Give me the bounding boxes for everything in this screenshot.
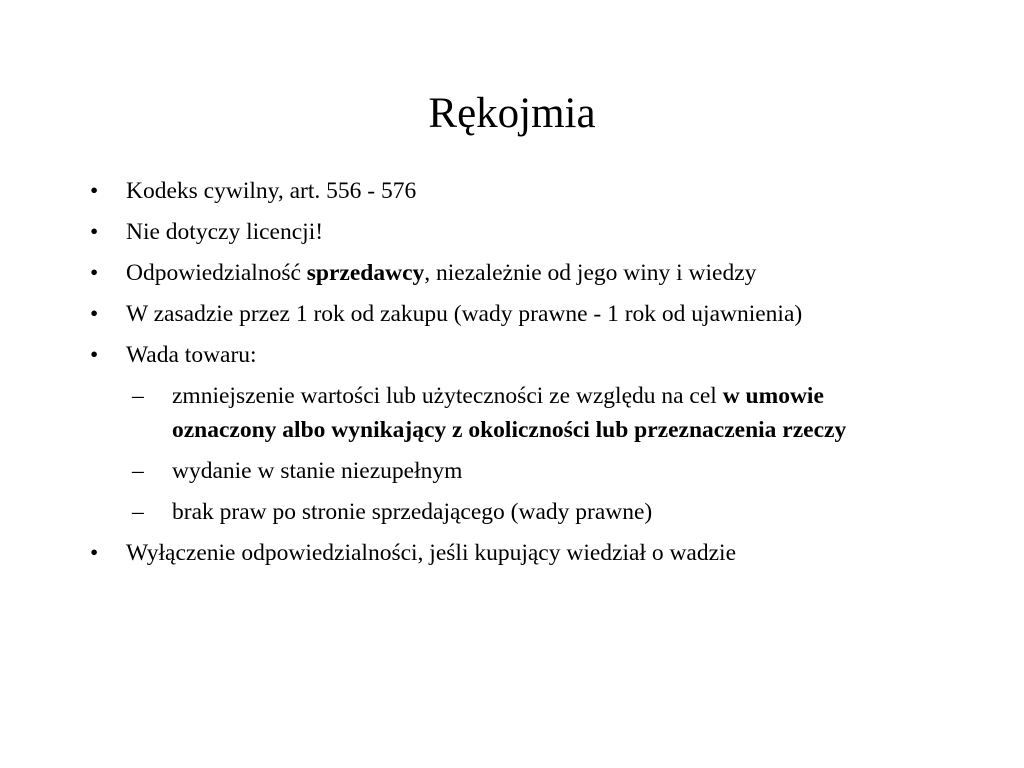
bullet-icon: • (90, 540, 99, 566)
list-item-text: Wada towaru: (126, 342, 257, 368)
bullet-list (90, 174, 910, 577)
list-item-text: Kodeks cywilny, art. 556 - 576 (126, 178, 417, 204)
list-item-text: Nie dotyczy licencji! (126, 219, 324, 245)
list-item (90, 338, 910, 529)
bullet-icon: • (90, 342, 99, 368)
list-item-text: Wyłączenie odpowiedzialności, jeśli kupujący wiedział o wadzie (126, 540, 737, 566)
list-item (90, 256, 910, 290)
list-item-text: , niezależnie od jego winy i wiedzy (424, 260, 757, 286)
list-item (90, 536, 910, 570)
sub-list-item-text: zmniejszenie wartości lub użyteczności ze względu na cel (172, 383, 723, 409)
bullet-icon: • (90, 178, 99, 204)
bullet-icon: • (90, 260, 99, 286)
bullet-icon: • (90, 301, 99, 327)
list-item-text: W zasadzie przez 1 rok od zakupu (wady prawne - 1 rok od ujawnienia) (126, 301, 803, 327)
sub-list-item (126, 495, 910, 529)
sub-list-item (126, 379, 910, 447)
list-item (90, 174, 910, 208)
dash-icon: – (132, 499, 144, 525)
sub-list-item-text: brak praw po stronie sprzedającego (wady prawne) (172, 499, 653, 525)
list-item (90, 297, 910, 331)
list-item-text: Odpowiedzialność (126, 260, 307, 286)
bullet-icon: • (90, 219, 99, 245)
list-item (90, 215, 910, 249)
sub-list-item (126, 454, 910, 488)
sub-list-item-text: wydanie w stanie niezupełnym (172, 458, 463, 484)
slide-title: Rękojmia (428, 90, 596, 137)
list-item-bold-text: sprzedawcy (306, 260, 425, 286)
dash-icon: – (132, 383, 144, 409)
sub-list (126, 379, 910, 529)
sub-list-item-bold-text: w umowie oznaczony albo wynikający z okoliczności lub przeznaczenia rzeczy (172, 383, 847, 443)
dash-icon: – (132, 458, 144, 484)
